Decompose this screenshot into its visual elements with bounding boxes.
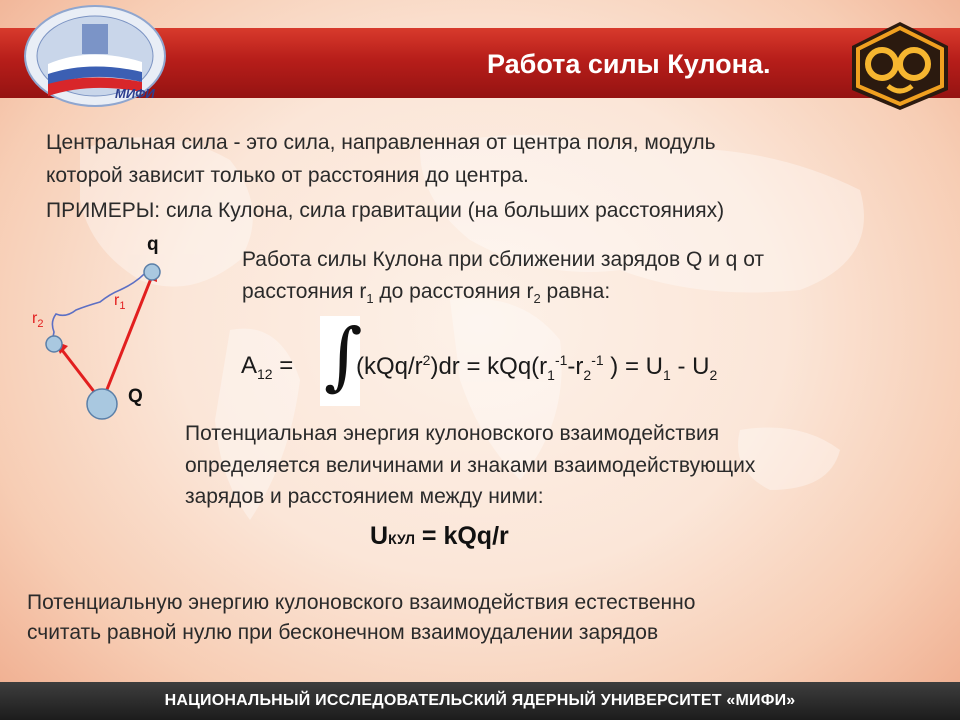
charge-q-end <box>46 336 62 352</box>
formula-rhs: $(kQq/r^2)dr = kQq(r_1^{-1}-r_2^{-1}$ ) = $U_1 - U_2$ <box>356 352 718 383</box>
work-line-2: расстояния $r_1$ до расстояния $r_2$ равна: <box>242 280 611 307</box>
zero-line-2: считать равной нулю при бесконечном взаимоудалении зарядов <box>27 621 659 644</box>
footer-university-name: НАЦИОНАЛЬНЫЙ ИССЛЕДОВАТЕЛЬСКИЙ ЯДЕРНЫЙ УНИВЕРСИТЕТ «МИФИ» <box>164 692 796 709</box>
path-curve <box>52 268 150 346</box>
coulomb-energy-formula: UКУЛ = kQq/r <box>370 522 509 550</box>
label-r2: $r_2$ <box>32 310 44 331</box>
formula-lhs: $A_{12}$ = <box>241 352 294 382</box>
definition-line-1: Центральная сила - это сила, направленная от центра поля, модуль <box>46 131 716 154</box>
potential-line-2: определяется величинами и знаками взаимодействующих <box>185 454 756 477</box>
logo-text: МИФИ <box>115 86 155 101</box>
university-logo <box>20 2 170 110</box>
integral-sign-icon: ∫ <box>324 313 363 399</box>
examples-line: ПРИМЕРЫ: сила Кулона, сила гравитации (на больших расстояниях) <box>46 199 725 222</box>
charge-Q <box>87 389 117 419</box>
label-r1: $r_1$ <box>114 292 126 313</box>
potential-line-1: Потенциальная энергия кулоновского взаимодействия <box>185 422 720 445</box>
charge-q-start <box>144 264 160 280</box>
slide-title: Работа силы Кулона. <box>487 49 771 79</box>
cube-logo-icon <box>848 20 952 112</box>
potential-line-3: зарядов и расстоянием между ними: <box>185 485 544 508</box>
label-Q: Q <box>128 386 143 407</box>
charges-diagram <box>20 232 180 422</box>
zero-line-1: Потенциальную энергию кулоновского взаимодействия естественно <box>27 591 696 614</box>
definition-line-2: которой зависит только от расстояния до центра. <box>46 164 529 187</box>
label-q: q <box>147 234 159 255</box>
work-line-1: Работа силы Кулона при сближении зарядов Q и q от <box>242 248 765 271</box>
